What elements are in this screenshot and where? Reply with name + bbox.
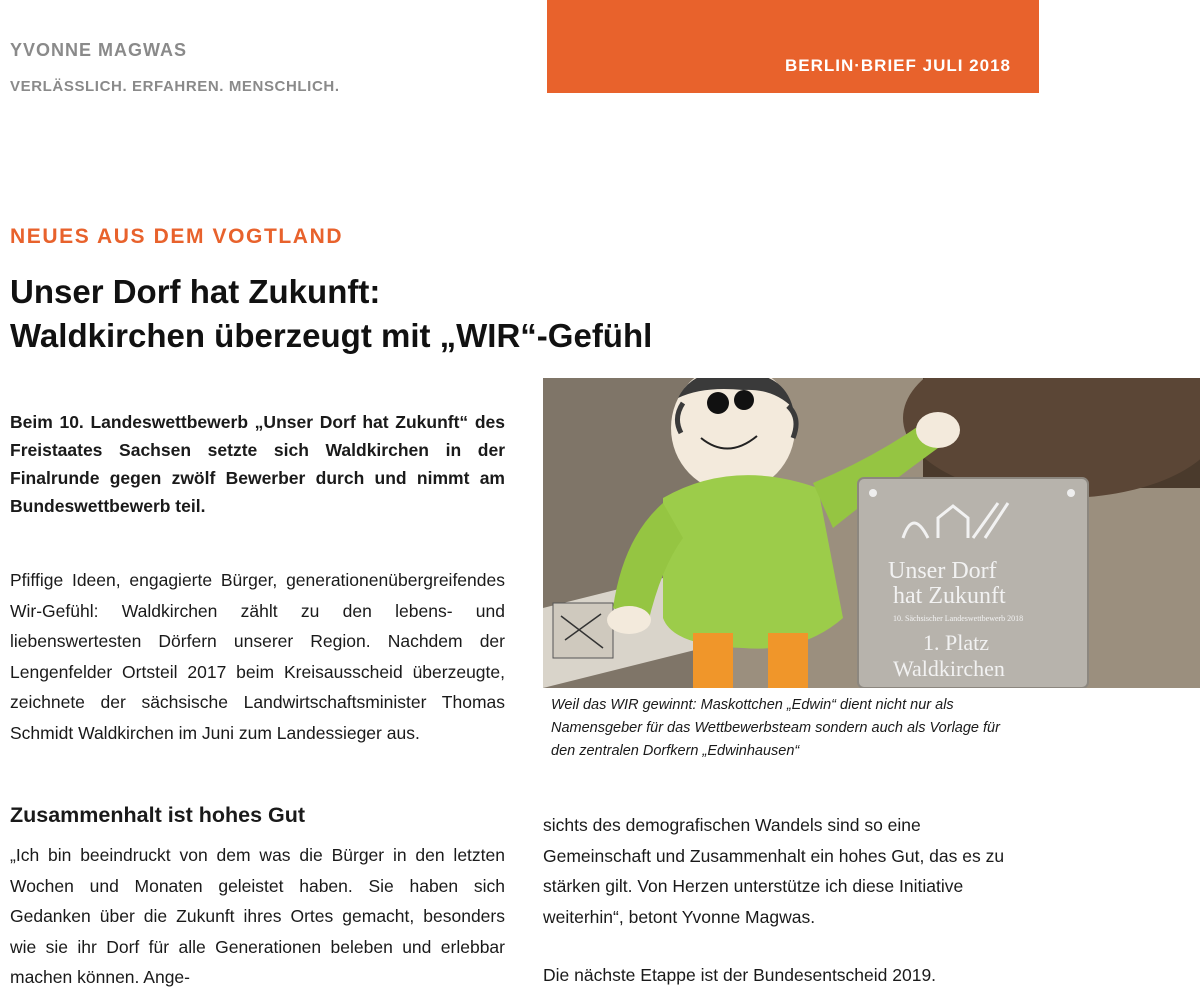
banner-title: BERLIN·BRIEF JULI 2018 — [784, 56, 1011, 75]
article-paragraph: Pfiffige Ideen, engagierte Bürger, generationenübergreifendes Wir-Gefühl: Waldkirchen zählt zu den lebens- und liebenswertesten Dörfern unserer Region. Nachdem der Lengenfelder Ortsteil 2017 beim Kreisausscheid überzeugte, zeichnete der sächsische Landwirtschaftsminister Thomas Schmidt Waldkirchen im Juni zum Landessieger aus. — [10, 570, 505, 743]
headline-line-2: Waldkirchen überzeugt mit „WIR“-Gefühl — [10, 317, 653, 354]
plaque-text-1: Unser Dorf — [888, 558, 997, 584]
author-tagline: VERLÄSSLICH. ERFAHREN. MENSCHLICH. — [10, 78, 340, 95]
headline-line-1: Unser Dorf hat Zukunft: — [10, 273, 381, 310]
author-name: YVONNE MAGWAS — [10, 40, 188, 60]
closing-sentence: Die nächste Etappe ist der Bundesentscheid 2019. — [543, 965, 937, 985]
photo-caption: Weil das WIR gewinnt: Maskottchen „Edwin“ dient nicht nur als Namensgeber für das Wettbewerbsteam sondern auch als Vorlage für den zentralen Dorfkern „Edwinhausen“ — [551, 697, 1000, 759]
plaque-text-3: 10. Sächsischer Landeswettbewerb 2018 — [893, 614, 1024, 623]
article-lead: Beim 10. Landeswettbewerb „Unser Dorf hat Zukunft“ des Freistaates Sachsen setzte sich Waldkirchen in der Finalrunde gegen zwölf Bewerber durch und nimmt am Bundeswettbewerb teil. — [10, 412, 505, 516]
quote-paragraph-part-1: „Ich bin beeindruckt von dem was die Bürger in den letzten Wochen und Monaten geleistet haben. Sie haben sich Gedanken über die Zukunft ihres Ortes gemacht, besonders wie sie ihr Dorf für alle Generationen beleben und erlebbar machen können. Ange- — [10, 845, 505, 987]
photo-illustration — [543, 378, 1200, 688]
plaque-text-4: 1. Platz — [923, 630, 989, 655]
newsletter-banner — [547, 0, 1039, 93]
article-headline — [10, 270, 652, 358]
section-kicker: NEUES AUS DEM VOGTLAND — [10, 225, 344, 248]
plaque-text-5: Waldkirchen — [893, 656, 1005, 681]
plaque-text-2: hat Zukunft — [893, 583, 1006, 609]
quote-paragraph-part-2: sichts des demografischen Wandels sind so eine Gemeinschaft und Zusammenhalt ein hohes Gut, das es zu stärken gilt. Von Herzen unterstütze ich diese Initiative weiterhin“, betont Yvonne Magwas. — [543, 815, 1005, 927]
article-subheading: Zusammenhalt ist hohes Gut — [10, 803, 306, 827]
article-photo — [543, 378, 1200, 688]
